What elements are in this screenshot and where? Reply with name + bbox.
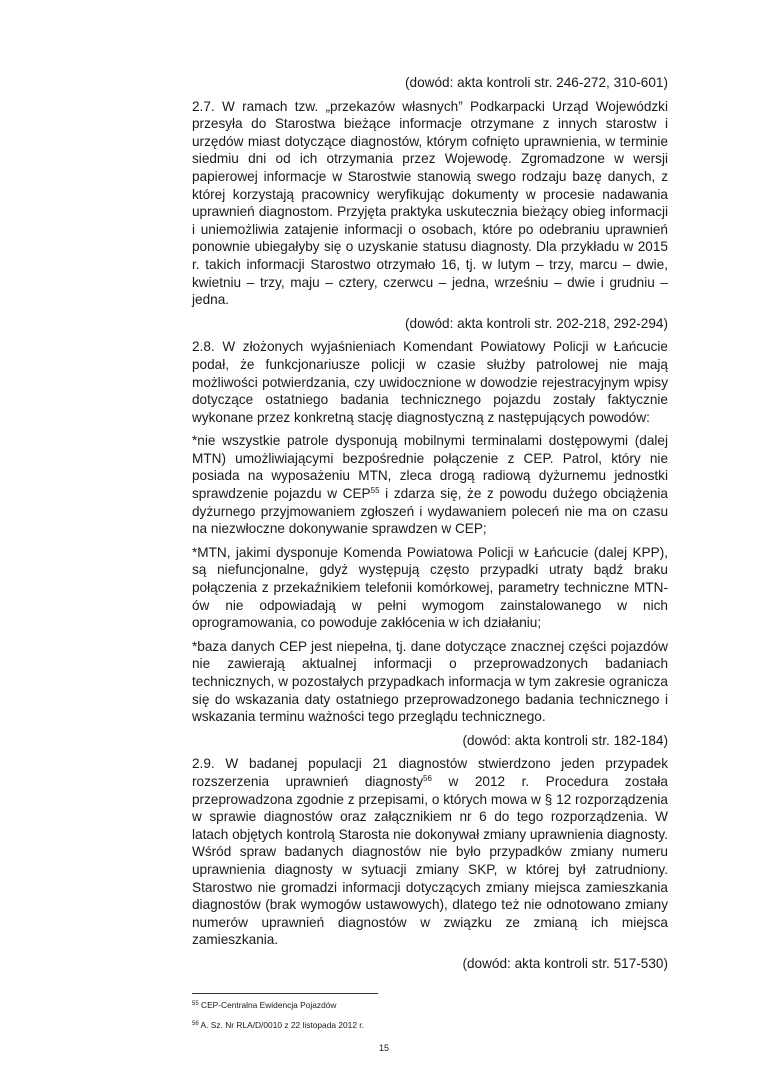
section-text: 2.9. W badanej populacji 21 diagnostów stwierdzono jeden przypadek rozszerzenia uprawnień diagnosty — [192, 756, 668, 789]
footnote-text: CEP-Centralna Ewidencja Pojazdów — [198, 1000, 337, 1010]
page-number: 15 — [378, 1043, 389, 1053]
footnote-ref-56: 56 — [423, 773, 432, 783]
footnote-text: A. Sz. Nr RLA/D/0010 z 22 listopada 2012 r. — [198, 1020, 364, 1030]
bullet-paragraph-cep-database: *baza danych CEP jest niepełna, tj. dane dotyczące znacznej części pojazdów nie zawierają aktualnej informacji o przeprowadzonych badaniach technicznych, w pozostałych przypadkach informacja w tym zakresie ogranicza się do wskazania daty ostatniego przeprowadzonego badania technicznego i wskazania terminu ważności tego przeglądu technicznego. — [192, 638, 668, 725]
section-2-9-paragraph — [192, 755, 668, 949]
evidence-reference: (dowód: akta kontroli str. 517-530) — [462, 955, 668, 971]
evidence-reference: (dowód: akta kontroli str. 182-184) — [462, 732, 668, 748]
bullet-paragraph-mtn-availability — [192, 432, 668, 538]
bullet-text: *nie wszystkie patrole dysponują mobilnymi terminalami dostępowymi (dalej MTN) umożliwiającymi bezpośrednie połączenie z CEP. Patrol, który nie posiada na wyposażeniu MTN, zleca drogą radiową dyżurnemu jednostki sprawdzenie pojazdu w CEP — [192, 433, 668, 502]
footnote — [192, 1019, 668, 1031]
footnote-number: 56 — [192, 1021, 199, 1027]
document-body — [192, 74, 668, 979]
bullet-paragraph-mtn-functionality: *MTN, jakimi dysponuje Komenda Powiatowa Policji w Łańcucie (dalej KPP), są niefuncjonalne, gdyż występują często przypadki utraty bądź braku połączenia z przekaźnikiem telefonii komórkowej, parametry techniczne MTN-ów nie odpowiadają w pełni wymogom zainstalowanego w nich oprogramowania, co powoduje zakłócenia w ich działaniu; — [192, 544, 668, 631]
footnote-ref-55: 55 — [370, 486, 380, 496]
section-2-8-paragraph: 2.8. W złożonych wyjaśnieniach Komendant Powiatowy Policji w Łańcucie podał, że funkcjonariusze policji w czasie służby patrolowej nie mają możliwości potwierdzania, czy uwidocznione w dowodzie rejestracyjnym wpisy dotyczące ostatniego badania technicznego pojazdu zostały faktycznie wykonane przez konkretną stację diagnostyczną z następujących powodów: — [192, 339, 668, 425]
evidence-reference: (dowód: akta kontroli str. 246-272, 310-601) — [405, 75, 668, 90]
evidence-reference: (dowód: akta kontroli str. 202-218, 292-294) — [405, 315, 668, 331]
section-2-7-paragraph: 2.7. W ramach tzw. „przekazów własnych” Podkarpacki Urząd Wojewódzki przesyła do Starostwa bieżące informacje otrzymane z innych starostw i urzędów miast dotyczące diagnostów, którym cofnięto uprawnienia, w terminie siedmiu dni od ich otrzymania przez Wojewodę. Zgromadzone w wersji papierowej informacje w Starostwie stanowią swego rodzaju bazę danych, z której korzystają pracownicy weryfikując dokumenty w procesie nadawania uprawnień diagnostom. Przyjęta praktyka uskutecznia bieżący obieg informacji i uniemożliwia zatajenie informacji o osobach, które po odebraniu uprawnień ponownie ubiegałyby się o uzyskanie statusu diagnosty. Dla przykładu w 2015 r. takich informacji Starostwo otrzymało 16, tj. w lutym – trzy, marcu – dwie, kwietniu – trzy, maju – cztery, czerwcu – jedna, wrześniu – dwie i grudniu – jedna. — [192, 98, 668, 308]
footnote — [192, 999, 668, 1011]
section-text: w 2012 r. Procedura została przeprowadzona zgodnie z przepisami, o których mowa w § 12 rozporządzenia w sprawie diagnostów oraz załącznikiem nr 6 do tego rozporządzenia. W latach objętych kontrolą Starosta nie dokonywał zmiany uprawnienia diagnosty. Wśród spraw badanych diagnostów nie było przypadków zmiany numeru uprawnienia diagnosty w sytuacji zmiany SKP, w której był zatrudniony. Starostwo nie gromadzi informacji dotyczących zmiany miejsca zamieszkania diagnostów (brak wymogów ustawowych), dlatego też nie odnotowano zmiany numerów uprawnień diagnostów w związku ze zmianą ich miejsca zamieszkania. — [192, 773, 668, 948]
footnote-separator — [192, 993, 378, 994]
footnotes — [192, 999, 668, 1039]
footnote-number: 55 — [192, 1001, 199, 1007]
bullet-text: i zdarza się, że z powodu dużego obciążenia dyżurnego przyjmowaniem zgłoszeń i wydawaniem poleceń nie ma on czasu na niezwłoczne dokonywanie sprawdzen w CEP; — [192, 486, 668, 537]
